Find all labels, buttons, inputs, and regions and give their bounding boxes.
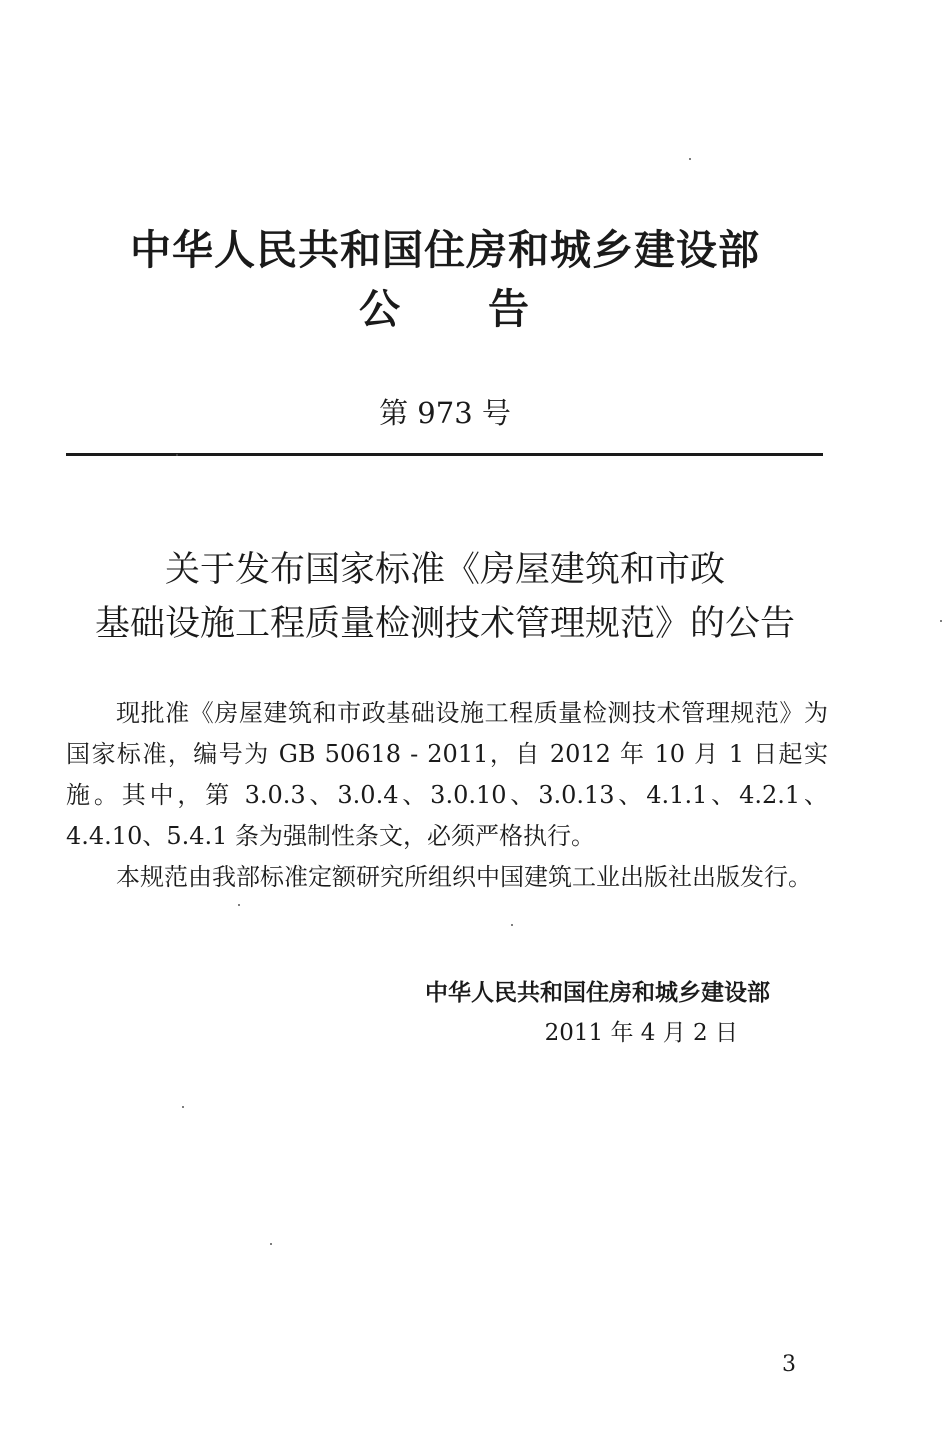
scan-speck	[689, 158, 691, 160]
signature-issuer: 中华人民共和国住房和城乡建设部	[425, 980, 770, 1006]
body-paragraph: 本规范由我部标准定额研究所组织中国建筑工业出版社出版发行。	[116, 863, 812, 891]
header-divider	[66, 453, 823, 456]
scan-speck	[182, 1106, 184, 1108]
title-line-2: 基础设施工程质量检测技术管理规范》的公告	[94, 604, 795, 644]
announcement-body	[66, 693, 828, 898]
announcement-title	[0, 543, 890, 651]
issuer-heading: 中华人民共和国住房和城乡建设部	[130, 226, 760, 274]
scan-speck	[511, 924, 513, 926]
scan-speck	[238, 904, 240, 906]
document-number: 第 973 号	[379, 396, 511, 430]
scan-speck	[270, 1243, 272, 1245]
scan-speck	[940, 620, 942, 622]
announcement-heading: 公 告	[359, 285, 531, 333]
page-number: 3	[782, 1352, 796, 1377]
scan-speck	[176, 454, 178, 456]
title-line-1: 关于发布国家标准《房屋建筑和市政	[164, 550, 725, 590]
signature-date: 2011 年 4 月 2 日	[544, 1020, 738, 1046]
body-paragraph: 现批准《房屋建筑和市政基础设施工程质量检测技术管理规范》为国家标准，编号为 GB 50618 - 2011，自 2012 年 10 月 1 日起实施。其中，第 3.0.3、3.0.4、3.0.10、3.0.13、4.1.1、4.2.1、4.4.10、5.4.1 条为强制性条文，必须严格执行。	[66, 699, 828, 850]
